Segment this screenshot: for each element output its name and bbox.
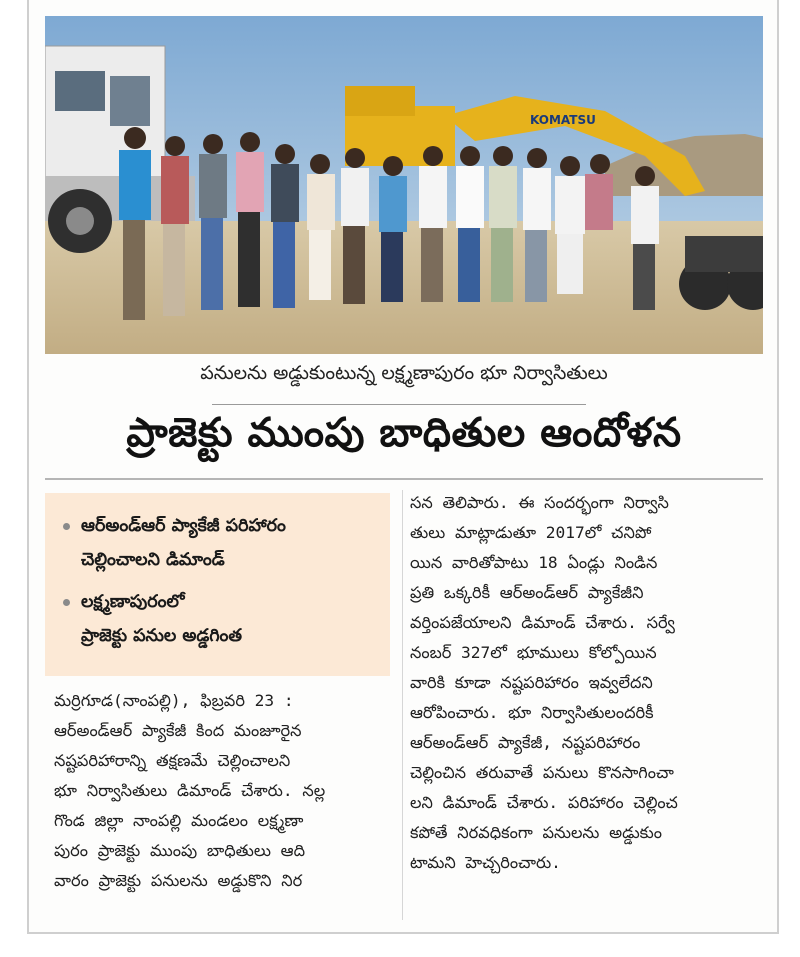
body-line: వారం ప్రాజెక్టు పనులను అడ్డుకొని నిర — [54, 871, 303, 890]
body-line: నష్టపరిహారాన్ని తక్షణమే చెల్లించాలని — [54, 751, 291, 770]
body-line: ఆరోపించారు. భూ నిర్వాసితులందరికీ — [410, 703, 654, 722]
bullet-icon — [63, 599, 70, 606]
bullet-icon — [63, 523, 70, 530]
body-line: ఆర్‌అండ్‌ఆర్ ప్యాకేజీ, నష్టపరిహారం — [410, 733, 641, 752]
article-body-left-column — [54, 686, 396, 896]
body-line: చెల్లించిన తరువాతే పనులు కొనసాగించా — [410, 763, 674, 782]
body-line: ప్రతి ఒక్కరికీ ఆర్‌అండ్‌ఆర్ ప్యాకేజీని — [410, 583, 644, 602]
body-line: లని డిమాండ్ చేశారు. పరిహారం చెల్లించ — [410, 793, 678, 812]
highlight-item — [63, 509, 376, 577]
body-line: వారికి కూడా నష్టపరిహారం ఇవ్వలేదని — [410, 673, 653, 692]
body-line: నంబర్ 327లో భూములు కోల్పోయిన — [410, 643, 657, 662]
body-line: యిన వారితోపాటు 18 ఏండ్లు నిండిన — [410, 553, 658, 572]
headline: ప్రాజెక్టు ముంపు బాధితుల ఆందోళన — [126, 410, 682, 456]
body-line: మర్రిగూడ(నాంపల్లి), ఫిబ్రవరి 23 : — [54, 691, 294, 710]
highlight-line: లక్ష్మణాపురంలో — [81, 592, 185, 612]
body-line: గొండ జిల్లా నాంపల్లి మండలం లక్ష్మణా — [54, 811, 304, 830]
photo-caption: పనులను అడ్డుకుంటున్న లక్ష్మణాపురం భూ నిర్వాసితులు — [200, 362, 608, 384]
column-divider — [402, 490, 403, 920]
body-line: తులు మాట్లాడుతూ 2017లో చనిపో — [410, 523, 652, 542]
news-photo — [45, 16, 763, 354]
body-line: భూ నిర్వాసితులు డిమాండ్ చేశారు. నల్ల — [54, 781, 326, 800]
highlight-line: ప్రాజెక్టు పనుల అడ్డగింత — [81, 626, 243, 646]
body-line: కపోతే నిరవధికంగా పనులను అడ్డుకుం — [410, 823, 662, 842]
highlights-box — [45, 493, 390, 676]
body-line: టామని హెచ్చరించారు. — [410, 853, 561, 872]
body-line: ఆర్‌అండ్‌ఆర్ ప్యాకేజీ కింద మంజూరైన — [54, 721, 302, 740]
caption-divider — [212, 404, 586, 405]
motorcycle — [679, 236, 763, 310]
body-line: సన తెలిపారు. ఈ సందర్భంగా నిర్వాసి — [410, 493, 669, 512]
article-body-right-column — [410, 488, 770, 878]
highlight-item — [63, 585, 376, 653]
protest-photo-illustration — [45, 16, 763, 354]
highlight-line: ఆర్‌అండ్‌ఆర్ ప్యాకేజీ పరిహారం — [81, 516, 286, 536]
headline-divider — [45, 478, 763, 480]
body-line: పురం ప్రాజెక్టు ముంపు బాధితులు ఆది — [54, 841, 306, 860]
highlight-line: చెల్లించాలని డిమాండ్ — [81, 550, 225, 570]
body-line: వర్తింపజేయాలని డిమాండ్ చేశారు. సర్వే — [410, 613, 675, 632]
excavator-brand: KOMATSU — [530, 113, 596, 127]
